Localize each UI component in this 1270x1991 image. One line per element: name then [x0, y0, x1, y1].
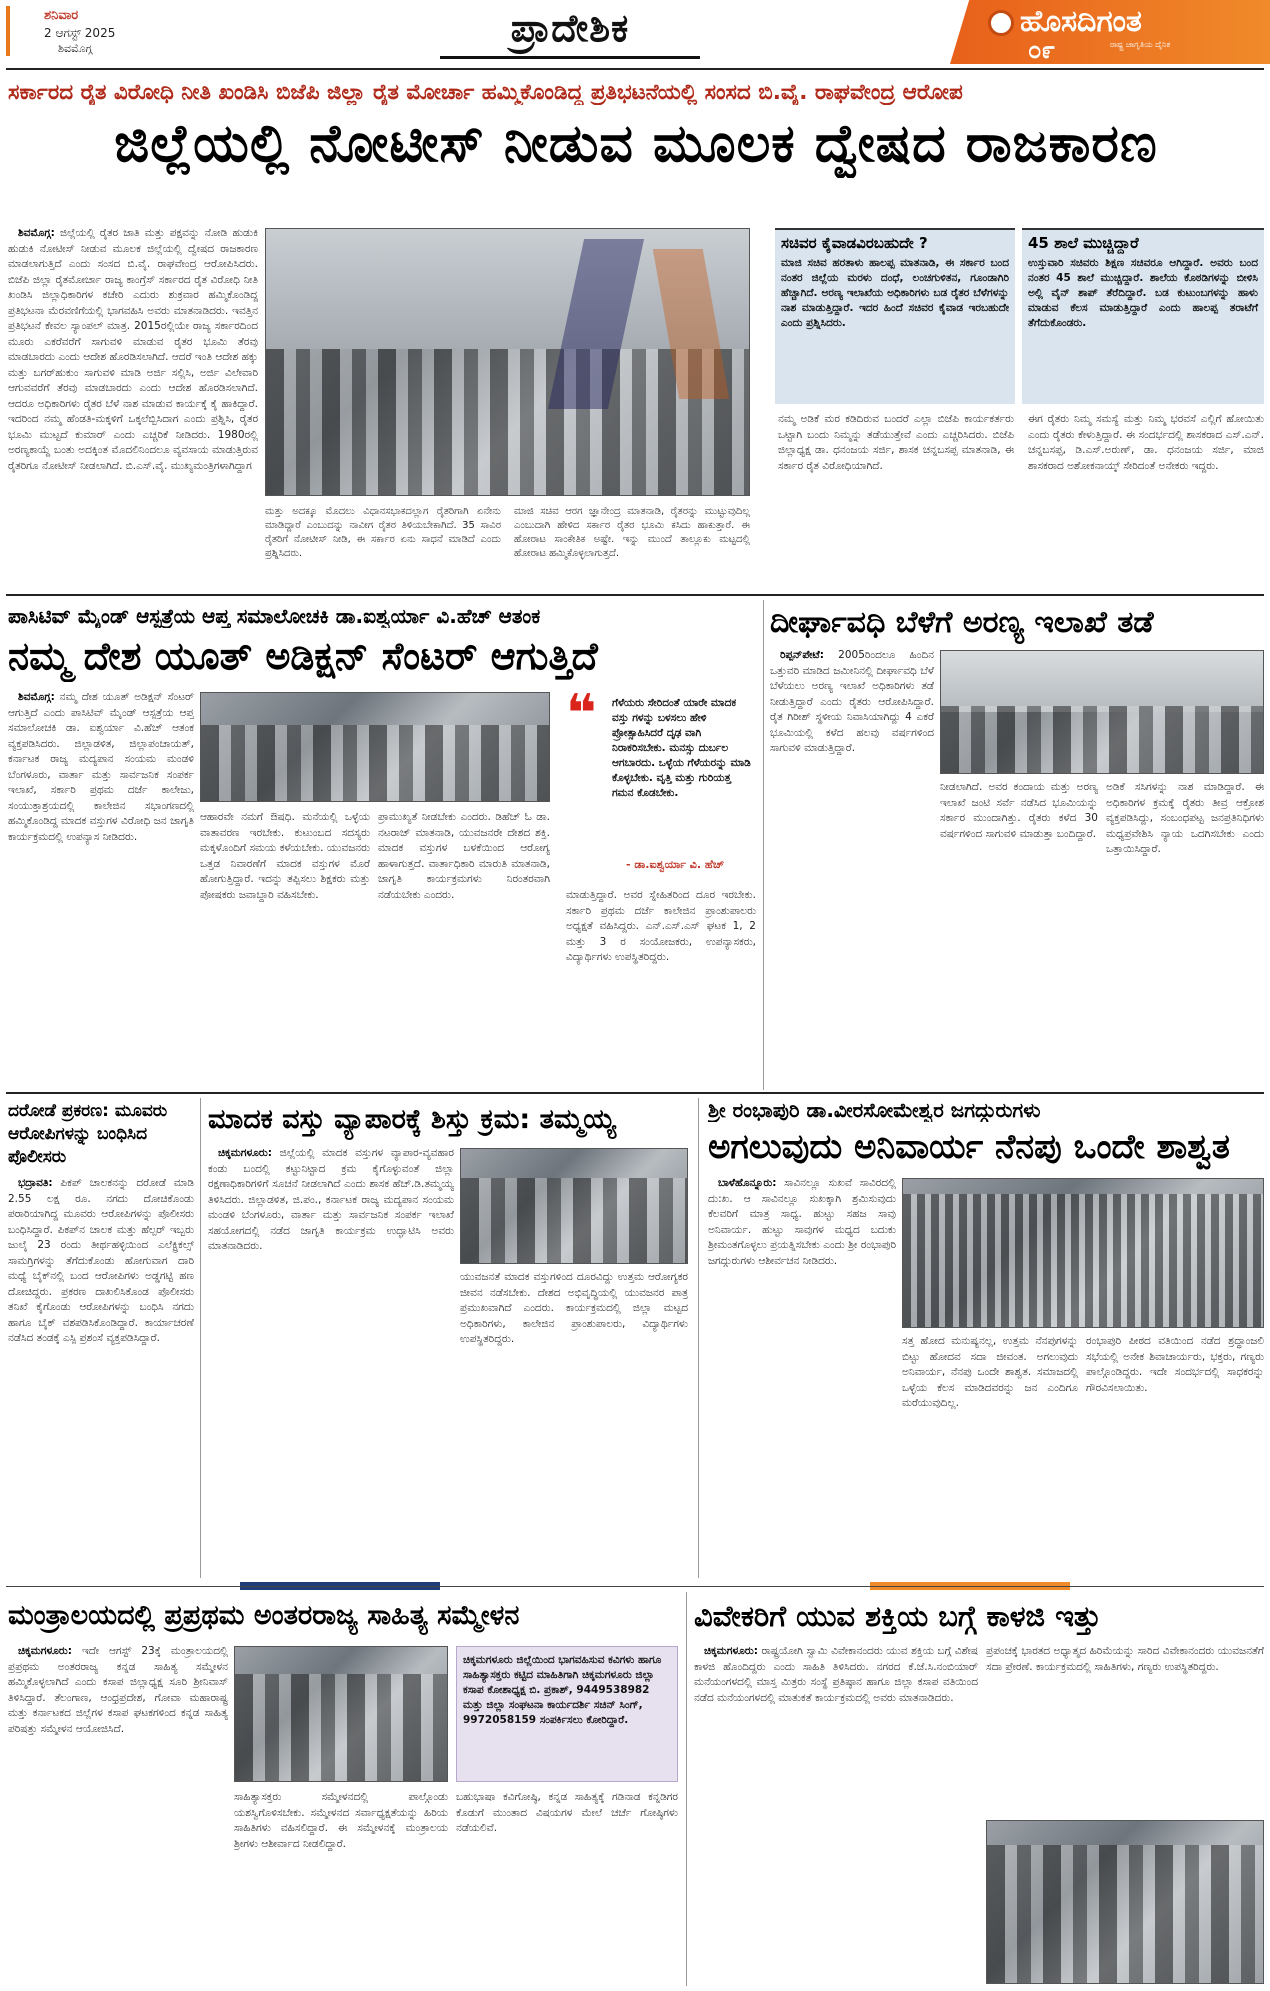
lead-headline: ಜಿಲ್ಲೆಯಲ್ಲಿ ನೋಟೀಸ್ ನೀಡುವ ಮೂಲಕ ದ್ವೇಷದ ರಾಜಕಾರಣ — [114, 114, 1158, 174]
story6-body-3: ರಂಭಾಪುರಿ ಪೀಠದ ವತಿಯಿಂದ ನಡೆದ ಶ್ರದ್ಧಾಂಜಲಿ ಸಭೆಯಲ್ಲಿ ಅನೇಕ ಶಿವಾಚಾರ್ಯರು, ಭಕ್ತರು, ಗಣ್ಯರು ಪಾಲ್ಗೊಂಡಿದ್ದರು. ಇದೇ ಸಂದರ್ಭದಲ್ಲಿ ಸಾಧಕರನ್ನು ಗೌರವಿಸಲಾಯಿತು. — [1086, 1335, 1264, 1394]
lead-box1-text: ಮಾಜಿ ಸಚಿವ ಹರತಾಳು ಹಾಲಪ್ಪ ಮಾತನಾಡಿ, ಈ ಸರ್ಕಾರ ಬಂದ ನಂತರ ಜಿಲ್ಲೆಯ ಮರಳು ದಂಧೆ, ಲಂಚಗುಳಿತನ, ಗೂಂಡಾಗಿರಿ ಹೆಚ್ಚಾಗಿದೆ. ಅರಣ್ಯ ಇಲಾಖೆಯ ಅಧಿಕಾರಿಗಳು ಬಡ ರೈತರ ಬೆಳೆಗಳನ್ನು ನಾಶ ಮಾಡುತ್ತಿದ್ದಾರೆ. ಇದರ ಹಿಂದೆ ಸಚಿವರ ಕೈವಾಡ ಇರಬಹುದೇ ಎಂದು ಪ್ರಶ್ನಿಸಿದರು. — [781, 257, 1009, 329]
story4-headline: ದರೋಡೆ ಪ್ರಕರಣ: ಮೂವರು ಆರೋಪಿಗಳನ್ನು ಬಂಧಿಸಿದ ಪೊಲೀಸರು — [8, 1101, 168, 1167]
lead-dateline: ಶಿವಮೊಗ್ಗ: — [18, 227, 55, 239]
story2-body-2: ಆಹಾರವೇ ನಮಗೆ ಔಷಧಿ. ಮನೆಯಲ್ಲಿ ಒಳ್ಳೆಯ ವಾತಾವರಣ ಇರಬೇಕು. ಕುಟುಂಬದ ಸದಸ್ಯರು ಮಕ್ಕಳೊಂದಿಗೆ ಸಮಯ ಕಳೆಯಬೇಕು. ಯುವಜನರು ಒತ್ತಡ ನಿವಾರಣೆಗೆ ಮಾದಕ ವಸ್ತುಗಳ ಮೊರೆ ಹೋಗುತ್ತಿದ್ದಾರೆ. ಇದನ್ನು ತಪ್ಪಿಸಲು ಶಿಕ್ಷಕರು ಮತ್ತು ಪೋಷಕರು ಜವಾಬ್ದಾರಿ ವಹಿಸಬೇಕು. — [200, 811, 370, 901]
story2-body-3: ಪ್ರಾಮುಖ್ಯತೆ ನೀಡಬೇಕು ಎಂದರು. ಡಿಹೆಚ್ ಓ ಡಾ. ನಟರಾಜ್ ಮಾತನಾಡಿ, ಯುವಜನರೇ ದೇಶದ ಶಕ್ತಿ. ಮಾದಕ ವಸ್ತುಗಳ ಬಳಕೆಯಿಂದ ಆರೋಗ್ಯ ಹಾಳಾಗುತ್ತದೆ. ವಾರ್ತಾಧಿಕಾರಿ ಮಾರುತಿ ಮಾತನಾಡಿ, ಜಾಗೃತಿ ಕಾರ್ಯಕ್ರಮಗಳು ನಿರಂತರವಾಗಿ ನಡೆಯಬೇಕು ಎಂದರು. — [378, 811, 550, 901]
masthead-date: 2 ಆಗಸ್ಟ್ 2025 — [44, 26, 116, 40]
story3-headline: ದೀರ್ಘಾವಧಿ ಬೆಳೆಗೆ ಅರಣ್ಯ ಇಲಾಖೆ ತಡೆ — [770, 605, 1154, 640]
divider-story2-story3 — [763, 600, 764, 1090]
paper-tagline: ರಾಷ್ಟ್ರ ಜಾಗೃತಿಯ ದೈನಿಕ — [1110, 40, 1171, 49]
story7-photo — [234, 1646, 448, 1782]
divider-story4-story5 — [200, 1098, 201, 1578]
story6-body-1-text: ಸಾವಿನಲ್ಲೂ ಸುಖವೆ ಸಾವಿರದಲ್ಲಿ ದು:ಖ. ಆ ಸಾವಿನಲ್ಲೂ ಸುಖಕ್ಕಾಗಿ ಶ್ರಮಿಸುವುದು ಕೆಲವರಿಗೆ ಮಾತ್ರ ಸಾಧ್ಯ. ಹುಟ್ಟು ಸಹಜ ಸಾವು ಅನಿವಾರ್ಯ. ಹುಟ್ಟು ಸಾವುಗಳ ಮಧ್ಯದ ಬದುಕು ಶ್ರೀಮಂತಗೊಳ್ಳಲು ಪ್ರಯತ್ನಿಸಬೇಕು ಎಂದು ಶ್ರೀ ರಂಭಾಪುರಿ ಜಗದ್ಗುರುಗಳು ಆಶೀರ್ವಚನ ನೀಡಿದರು. — [708, 1177, 896, 1267]
story7-info-box — [456, 1646, 678, 1782]
story6-kicker: ಶ್ರೀ ರಂಭಾಪುರಿ ಡಾ.ವೀರಸೋಮೇಶ್ವರ ಜಗದ್ಗುರುಗಳು — [708, 1098, 1041, 1122]
story2-body-1-text: ನಮ್ಮ ದೇಶ ಯೂತ್ ಅಡಿಕ್ಷನ್ ಸೆಂಟರ್ ಆಗುತ್ತಿದೆ ಎಂದು ಪಾಸಿಟಿವ್ ಮೈಂಡ್ ಆಸ್ಪತ್ರೆಯ ಆಪ್ತ ಸಮಾಲೋಚಕಿ ಡಾ. ಐಶ್ವರ್ಯಾ ವಿ.ಹೆಚ್ ಆತಂಕ ವ್ಯಕ್ತಪಡಿಸಿದರು. ಜಿಲ್ಲಾಡಳಿತ, ಜಿಲ್ಲಾಪಂಚಾಯತ್, ಕರ್ನಾಟಕ ರಾಜ್ಯ ಮದ್ಯಪಾನ ಸಂಯಮ ಮಂಡಳಿ ಬೆಂಗಳೂರು, ವಾರ್ತಾ ಮತ್ತು ಸಾರ್ವಜನಿಕ ಸಂಪರ್ಕ ಇಲಾಖೆ, ಸರ್ಕಾರಿ ಪ್ರಥಮ ದರ್ಜೆ ಕಾಲೇಜು, ಸಂಯುಕ್ತಾಶ್ರಯದಲ್ಲಿ ಕಾಲೇಜಿನ ಸಭಾಂಗಣದಲ್ಲಿ ಹಮ್ಮಿಕೊಂಡಿದ್ದ ಮಾದಕ ವಸ್ತುಗಳ ವಿರೋಧಿ ಜನ ಜಾಗೃತಿ ಕಾರ್ಯಕ್ರಮದಲ್ಲಿ ಉಪನ್ಯಾಸ ನೀಡಿದರು. — [8, 691, 194, 843]
story4-body — [8, 1176, 194, 1580]
divider-story5-story6 — [698, 1098, 699, 1578]
lead-box-schools — [1022, 228, 1264, 404]
story2-photo — [200, 692, 550, 802]
story2-body-4: ಮಾಡುತ್ತಿದ್ದಾರೆ. ಅವರ ಸ್ನೇಹಿತರಿಂದ ದೂರ ಇರಬೇಕು. ಸರ್ಕಾರಿ ಪ್ರಥಮ ದರ್ಜೆ ಕಾಲೇಜಿನ ಪ್ರಾಂಶುಪಾಲರು ಅಧ್ಯಕ್ಷತೆ ವಹಿಸಿದ್ದರು. ಎನ್.ಎಸ್.ಎಸ್ ಘಟಕ 1, 2 ಮತ್ತು 3 ರ ಸಂಯೋಜಕರು, ಉಪನ್ಯಾಸಕರು, ವಿದ್ಯಾರ್ಥಿಗಳು ಉಪಸ್ಥಿತರಿದ್ದರು. — [566, 889, 756, 963]
story7-dateline: ಚಿಕ್ಕಮಗಳೂರು: — [18, 1645, 72, 1657]
lead-body-left-text: ಜಿಲ್ಲೆಯಲ್ಲಿ ರೈತರ ಜಾತಿ ಮತ್ತು ಪಕ್ಷವನ್ನು ನೋಡಿ ಹುಡುಕಿ ಹುಡುಕಿ ನೋಟೀಸ್ ನೀಡುವ ಮೂಲಕ ಜಿಲ್ಲೆಯಲ್ಲಿ ದ್ವೇಷದ ರಾಜಕಾರಣ ಮಾಡಲಾಗುತ್ತಿದೆ ಎಂದು ಸಂಸದ ಬಿ.ವೈ. ರಾಘವೇಂದ್ರ ಆರೋಪಿಸಿದರು. ಬಿಜೆಪಿ ಜಿಲ್ಲಾ ರೈತಮೋರ್ಚಾ ರಾಜ್ಯ ಕಾಂಗ್ರೆಸ್ ಸರ್ಕಾರದ ರೈತ ವಿರೋಧಿ ನೀತಿ ಖಂಡಿಸಿ ಜಿಲ್ಲಾಧಿಕಾರಿಗಳ ಕಚೇರಿ ಎದುರು ಶುಕ್ರವಾರ ಹಮ್ಮಿಕೊಂಡಿದ್ದ ಪ್ರತಿಭಟನಾ ಮೆರವಣಿಗೆಯಲ್ಲಿ ಭಾಗವಹಿಸಿ ಅವರು ಮಾತನಾಡಿದರು. ಇವತ್ತಿನ ಪ್ರತಿಭಟನೆ ಕೇವಲ ಸ್ಯಾಂಪಲ್ ಮಾತ್ರ. 2015ರಲ್ಲಿಯೇ ರಾಜ್ಯ ಸರ್ಕಾರದಿಂದ ಮೂರು ಎಕರೆವರೆಗೆ ಸಾಗುವಳಿ ಮಾಡುವ ರೈತರ ಭೂಮಿ ತೆರವು ಮಾಡಬಾರದು ಎಂದು ಆದೇಶ ಹೊರಡಿಸಲಾಗಿದೆ. ಆದರೆ ಇಂತಿ ಆದೇಶ ಹಕ್ಕು ಮತ್ತು ಬಗರ್‌ಹುಕುಂ ಸಾಗುವಳಿ ಮಾಡಿ ಅರ್ಜಿ ಸಲ್ಲಿಸಿ, ಅರ್ಜಿ ವಿಲೇವಾರಿ ಆಗುವವರೆಗೆ ತೆರವು ಮಾಡಬಾರದು ಎಂದು ಆದೇಶ ಹೊರಡಿಸಲಾಗಿದೆ. ಆದರೂ ಅಧಿಕಾರಿಗಳು ರೈತರ ಬೆಳೆ ನಾಶ ಮಾಡುವ ಕಾರ್ಯಕ್ಕೆ ಕೈ ಹಾಕಿದ್ದಾರೆ. ಇದರಿಂದ ನಮ್ಮ ಹೆಂಡತಿ-ಮಕ್ಕಳಿಗೆ ಒಕ್ಕಲೆಬ್ಬಿಸಿದಾಗ ಎಂದು ಪ್ರಶ್ನಿಸಿ, ರೈತರ ಭೂಮಿ ಮುಟ್ಟದೆ ಕುಮಾರ್ ಎಂದು ಎಚ್ಚರಿಕೆ ನೀಡಿದರು. 1980ರಲ್ಲಿ ಅರಣ್ಯಕಾಯ್ದೆ ಬಂತು ಅದಕ್ಕಿಂತ ಮೊದಲಿನಿಂದಲೂ ವ್ಯವಸಾಯ ಮಾಡುತ್ತಿರುವ ರೈತರಿಗೂ ನೋಟೀಸ್ ನೀಡಲಾಗಿದೆ. ಬಿ.ಎಸ್.ವೈ. ಮುಖ್ಯಮಂತ್ರಿಗಳಾಗಿದ್ದಾಗ — [8, 227, 258, 472]
story7-body-3: ಬಹುಭಾಷಾ ಕವಿಗೋಷ್ಠಿ, ಕನ್ನಡ ಸಾಹಿತ್ಯಕ್ಕೆ ಗಡಿನಾಡ ಕನ್ನಡಿಗರ ಕೊಡುಗೆ ಮುಂತಾದ ವಿಷಯಗಳ ಮೇಲೆ ಚರ್ಚೆ ಗೋಷ್ಠಿಗಳು ನಡೆಯಲಿವೆ. — [456, 1791, 678, 1834]
lead-box2-title: 45 ಶಾಲೆ ಮುಚ್ಚಿದ್ದಾರೆ — [1028, 234, 1139, 252]
story8-photo — [986, 1820, 1264, 1984]
lead-kicker: ಸರ್ಕಾರದ ರೈತ ವಿರೋಧಿ ನೀತಿ ಖಂಡಿಸಿ ಬಿಜೆಪಿ ಜಿಲ್ಲಾ ರೈತ ಮೋರ್ಚಾ ಹಮ್ಮಿಕೊಂಡಿದ್ದ ಪ್ರತಿಭಟನೆಯಲ್ಲಿ ಸಂಸದ ಬಿ.ವೈ. ರಾಘವೇಂದ್ರ ಆರೋಪ — [8, 80, 963, 105]
story8-body-1 — [694, 1644, 978, 1984]
story5-dateline: ಚಿಕ್ಕಮಗಳೂರು: — [218, 1147, 272, 1159]
story7-info-text: ಚಿಕ್ಕಮಗಳೂರು ಜಿಲ್ಲೆಯಿಂದ ಭಾಗವಹಿಸುವ ಕವಿಗಳು ಹಾಗೂ ಸಾಹಿತ್ಯಾಸಕ್ತರು ಕಟ್ಟಿದ ಮಾಹಿತಿಗಾಗಿ ಚಿಕ್ಕಮಗಳೂರು ಜಿಲ್ಲಾ ಕಸಾಪ ಕೋಶಾಧ್ಯಕ್ಷ ಬಿ. ಪ್ರಕಾಶ್, 9449538982 ಮತ್ತು ಜಿಲ್ಲಾ ಸಂಘಟನಾ ಕಾರ್ಯದರ್ಶಿ ಸಚಿನ್ ಸಿಂಗ್, 9972058159 ಸಂಪರ್ಕಿಸಲು ಕೋರಿದ್ದಾರೆ. — [463, 1654, 662, 1726]
masthead-place: ಶಿವಮೊಗ್ಗ — [58, 42, 93, 55]
divider-story7-story8 — [686, 1592, 687, 1986]
lead-body-right-1: ನಮ್ಮ ಅಡಿಕೆ ಮರ ಕಡಿದಿರುವ ಬಂದರೆ ಎಲ್ಲಾ ಬಿಜೆಪಿ ಕಾರ್ಯಕರ್ತರು ಒಟ್ಟಾಗಿ ಬಂದು ನಿಮ್ಮನ್ನು ತಡೆಯುತ್ತೇವೆ ಎಂದು ಎಚ್ಚರಿಸಿದರು. ಬಿಜೆಪಿ ಜಿಲ್ಲಾಧ್ಯಕ್ಷ ಡಾ. ಧನಂಜಯ ಸರ್ಜಿ, ಶಾಸಕ ಚನ್ನಬಸಪ್ಪ ಮಾತನಾಡಿ, ಈ ಸರ್ಕಾರ ರೈತ ವಿರೋಧಿಯಾಗಿದೆ. — [778, 413, 1014, 472]
story2-dateline: ಶಿವಮೊಗ್ಗ: — [18, 691, 55, 703]
masthead-day: ಶನಿವಾರ — [44, 8, 79, 23]
story5-headline: ಮಾದಕ ವಸ್ತು ವ್ಯಾಪಾರಕ್ಕೆ ಶಿಸ್ತು ಕ್ರಮ: ತಮ್ಮಯ್ಯ — [208, 1104, 616, 1135]
story2-quote-box — [566, 684, 756, 882]
story6-body-1 — [708, 1176, 896, 1396]
story6-photo — [902, 1178, 1264, 1328]
story4-dateline: ಭದ್ರಾವತಿ: — [18, 1177, 53, 1189]
story5-body-1-text: ಜಿಲ್ಲೆಯಲ್ಲಿ ಮಾದಕ ವಸ್ತುಗಳ ವ್ಯಾಪಾರ-ವ್ಯವಹಾರ ಕಂಡು ಬಂದಲ್ಲಿ ಕಟ್ಟುನಿಟ್ಟಾದ ಕ್ರಮ ಕೈಗೊಳ್ಳುವಂತೆ ಜಿಲ್ಲಾ ರಕ್ಷಣಾಧಿಕಾರಿಗಳಿಗೆ ಸೂಚನೆ ನೀಡಲಾಗಿದೆ ಎಂದು ಶಾಸಕ ಹೆಚ್.ಡಿ.ತಮ್ಮಯ್ಯ ತಿಳಿಸಿದರು. ಜಿಲ್ಲಾಡಳಿತ, ಜಿ.ಪಂ., ಕರ್ನಾಟಕ ರಾಜ್ಯ ಮದ್ಯಪಾನ ಸಂಯಮ ಮಂಡಳಿ ಬೆಂಗಳೂರು, ವಾರ್ತಾ ಮತ್ತು ಸಾರ್ವಜನಿಕ ಸಂಪರ್ಕ ಇಲಾಖೆ ಸಹಯೋಗದಲ್ಲಿ ನಡೆದ ಜಾಗೃತಿ ಕಾರ್ಯಕ್ರಮ ಉದ್ಘಾಟಿಸಿ ಅವರು ಮಾತನಾಡಿದರು. — [208, 1147, 454, 1252]
story7-body-1 — [8, 1644, 228, 1984]
story7-body-1-text: ಇದೇ ಆಗಸ್ಟ್ 23ಕ್ಕೆ ಮಂತ್ರಾಲಯದಲ್ಲಿ ಪ್ರಪ್ರಥಮ ಅಂತರರಾಜ್ಯ ಕನ್ನಡ ಸಾಹಿತ್ಯ ಸಮ್ಮೇಳನ ಹಮ್ಮಿಕೊಳ್ಳಲಾಗಿದೆ ಎಂದು ಕಸಾಪ ಜಿಲ್ಲಾಧ್ಯಕ್ಷ ಸೂರಿ ಶ್ರೀನಿವಾಸ್ ತಿಳಿಸಿದ್ದಾರೆ. ತೆಲಂಗಾಣ, ಆಂಧ್ರಪ್ರದೇಶ, ಗೋವಾ ಮಹಾರಾಷ್ಟ್ರ ಮತ್ತು ಕರ್ನಾಟಕದ ಜಿಲ್ಲೆಗಳ ಕಸಾಪ ಘಟಕಗಳಿಂದ ಕನ್ನಡ ಸಾಹಿತ್ಯ ಪರಿಷತ್ತು ಸಮ್ಮೇಳನ ಆಯೋಜಿಸಿದೆ. — [8, 1645, 228, 1735]
rule-after-lead — [6, 594, 1264, 596]
story5-body-1 — [208, 1146, 454, 1576]
lead-box-ministers — [775, 228, 1015, 404]
story6-headline: ಅಗಲುವುದು ಅನಿವಾರ್ಯ ನೆನಪು ಒಂದೇ ಶಾಶ್ವತ — [708, 1127, 1230, 1167]
story3-body-1 — [770, 648, 934, 898]
masthead-rule — [6, 68, 1264, 70]
date-accent-bar — [6, 6, 10, 56]
story2-kicker: ಪಾಸಿಟಿವ್ ಮೈಂಡ್ ಆಸ್ಪತ್ರೆಯ ಆಪ್ತ ಸಮಾಲೋಚಕಿ ಡಾ.ಐಶ್ವರ್ಯಾ ವಿ.ಹೆಚ್ ಆತಂಕ — [8, 604, 541, 628]
lead-body-left — [8, 226, 258, 606]
lead-body-right-2: ಈಗ ರೈತರು ನಿಮ್ಮ ಸಮಸ್ಯೆ ಮತ್ತು ನಿಮ್ಮ ಭರವಸೆ ಎಲ್ಲಿಗೆ ಹೋಯಿತು ಎಂದು ರೈತರು ಕೇಳುತ್ತಿದ್ದಾರೆ. ಈ ಸಂದರ್ಭದಲ್ಲಿ ಶಾಸಕರಾದ ಎಸ್.ಎನ್. ಚನ್ನಬಸಪ್ಪ, ಡಿ.ಎಸ್.ಅರುಣ್, ಡಾ. ಧನಂಜಯ ಸರ್ಜಿ, ಮಾಜಿ ಶಾಸಕರಾದ ಅಶೋಕನಾಯ್ಕ್ ಸೇರಿದಂತೆ ಅನೇಕರು ಇದ್ದರು. — [1028, 413, 1264, 472]
story2-quote-author: - ಡಾ.ಐಶ್ವರ್ಯಾ ವಿ. ಹೆಚ್ — [626, 858, 725, 871]
story8-dateline: ಚಿಕ್ಕಮಗಳೂರು: — [704, 1645, 758, 1657]
lead-box2-text: ಉಸ್ತುವಾರಿ ಸಚಿವರು ಶಿಕ್ಷಣ ಸಚಿವರೂ ಆಗಿದ್ದಾರೆ. ಅವರು ಬಂದ ನಂತರ 45 ಶಾಲೆ ಮುಚ್ಚಿದ್ದಾರೆ. ಶಾಲೆಯ ಕೊಠಡಿಗಳನ್ನು ಬೀಳಿಸಿ ಅಲ್ಲಿ ವೈನ್ ಶಾಪ್ ತೆರೆದಿದ್ದಾರೆ. ಬಡ ಕುಟುಂಬಗಳನ್ನು ಹಾಳು ಮಾಡುವ ಕೆಲಸ ಮಾಡುತ್ತಿದ್ದಾರೆ ಎಂದು ಹಾಲಪ್ಪ ತರಾಟೆಗೆ ತೆಗೆದುಕೊಂಡರು. — [1028, 257, 1258, 329]
story7-headline: ಮಂತ್ರಾಲಯದಲ್ಲಿ ಪ್ರಪ್ರಥಮ ಅಂತರರಾಜ್ಯ ಸಾಹಿತ್ಯ ಸಮ್ಮೇಳನ — [8, 1600, 520, 1631]
story3-body-2: ನೀಡಲಾಗಿದೆ. ಅವರ ಕಂದಾಯ ಮತ್ತು ಅರಣ್ಯ ಇಲಾಖೆ ಜಂಟಿ ಸರ್ವೆ ನಡೆಸಿದ ಭೂಮಿಯನ್ನು ಸರ್ಕಾರ ಮುಂದಾಗಿತ್ತು. ರೈತರು ಕಳೆದ 30 ವರ್ಷಗಳಿಂದ ಸಾಗುವಳಿ ಮಾಡುತ್ತಾ ಬಂದಿದ್ದಾರೆ. — [940, 781, 1098, 840]
story7-body-2: ಸಾಹಿತ್ಯಾಸಕ್ತರು ಸಮ್ಮೇಳನದಲ್ಲಿ ಪಾಲ್ಗೊಂಡು ಯಶಸ್ವಿಗೊಳಿಸಬೇಕು. ಸಮ್ಮೇಳನದ ಸರ್ವಾಧ್ಯಕ್ಷತೆಯನ್ನು ಹಿರಿಯ ಸಾಹಿತಿಗಳು ವಹಿಸಲಿದ್ದಾರೆ. ಈ ಸಮ್ಮೇಳನಕ್ಕೆ ಮಂತ್ರಾಲಯ ಶ್ರೀಗಳು ಆಶೀರ್ವಾದ ನೀಡಲಿದ್ದಾರೆ. — [234, 1791, 448, 1850]
masthead — [0, 0, 1270, 68]
story5-body-2: ಯುವಜನತೆ ಮಾದಕ ವಸ್ತುಗಳಿಂದ ದೂರವಿದ್ದು ಉತ್ತಮ ಆರೋಗ್ಯಕರ ಜೀವನ ನಡೆಸಬೇಕು. ದೇಶದ ಅಭಿವೃದ್ಧಿಯಲ್ಲಿ ಯುವಜನರ ಪಾತ್ರ ಪ್ರಮುಖವಾಗಿದೆ ಎಂದರು. ಕಾರ್ಯಕ್ರಮದಲ್ಲಿ ಜಿಲ್ಲಾ ಮಟ್ಟದ ಅಧಿಕಾರಿಗಳು, ಕಾಲೇಜಿನ ಪ್ರಾಂಶುಪಾಲರು, ವಿದ್ಯಾರ್ಥಿಗಳು ಉಪಸ್ಥಿತರಿದ್ದರು. — [460, 1271, 688, 1345]
quote-mark-icon: ❝ — [566, 684, 597, 744]
story2-headline: ನಮ್ಮ ದೇಶ ಯೂತ್ ಅಡಿಕ್ಷನ್ ಸೆಂಟರ್ ಆಗುತ್ತಿದೆ — [8, 634, 598, 678]
story3-dateline: ರಿಪ್ಪನ್‌ಪೇಟೆ: — [780, 649, 824, 661]
rule-after-row2 — [6, 1092, 1264, 1094]
lead-caption-2: ಮಾಜಿ ಸಚಿವ ಆರಗ ಜ್ಞಾನೇಂದ್ರ ಮಾತನಾಡಿ, ರೈತರನ್ನು ಮುಟ್ಟುವುದಿಲ್ಲ ಎಂಬುದಾಗಿ ಹೇಳಿದ ಸರ್ಕಾರ ರೈತರ ಭೂಮಿ ಕಸಿದು ಹಾಕುತ್ತಾರೆ. ಈ ಹೋರಾಟ ಸಾಂಕೇತಿಕ ಅಷ್ಟೇ. ಇನ್ನು ಮುಂದೆ ತಾಲ್ಲೂಕು ಮಟ್ಟದಲ್ಲಿ ಹೋರಾಟ ಹಮ್ಮಿಕೊಳ್ಳಲಾಗುತ್ತದೆ. — [514, 506, 750, 559]
section-title: ಪ್ರಾದೇಶಿಕ — [510, 6, 630, 50]
lead-box1-title: ಸಚಿವರ ಕೈವಾಡವಿರಬಹುದೇ ? — [781, 234, 928, 252]
paper-logo-icon — [988, 10, 1014, 36]
lead-caption-1: ಮತ್ತು ಅದಕ್ಕೂ ಮೊದಲು ವಿಧಾನಸಭಾಕದಲ್ಲಾಗ ರೈತರಿಗಾಗಿ ಏನೇನು ಮಾಡಿದ್ದಾರೆ ಎಂಬುದನ್ನು ನಾವೀಗ ರೈತರ ತಿಳಿಯಬೇಕಾಗಿದೆ. 35 ಸಾವಿರ ರೈತರಿಗೆ ನೋಟೀಸ್ ನೀಡಿ, ಈ ಸರ್ಕಾರ ಏನು ಸಾಧನೆ ಮಾಡಿದೆ ಎಂದು ಪ್ರಶ್ನಿಸಿದರು. — [265, 506, 501, 559]
story8-headline: ವಿವೇಕರಿಗೆ ಯುವ ಶಕ್ತಿಯ ಬಗ್ಗೆ ಕಾಳಜಿ ಇತ್ತು — [694, 1599, 1101, 1633]
section-underline — [440, 56, 700, 59]
story6-dateline: ಬಾಳೆಹೊನ್ನೂರು: — [718, 1177, 777, 1189]
story3-body-3: ಅಡಿಕೆ ಸಸಿಗಳನ್ನು ನಾಶ ಮಾಡಿದ್ದಾರೆ. ಈ ಅಧಿಕಾರಿಗಳ ಕ್ರಮಕ್ಕೆ ರೈತರು ತೀವ್ರ ಆಕ್ರೋಶ ವ್ಯಕ್ತಪಡಿಸಿದ್ದು, ಸಂಬಂಧಪಟ್ಟ ಜನಪ್ರತಿನಿಧಿಗಳು ಮಧ್ಯಪ್ರವೇಶಿಸಿ ನ್ಯಾಯ ಒದಗಿಸಬೇಕು ಎಂದು ಒತ್ತಾಯಿಸಿದ್ದಾರೆ. — [1106, 781, 1264, 855]
story8-body-2: ಪ್ರಪಂಚಕ್ಕೆ ಭಾರತದ ಅಧ್ಯಾತ್ಮದ ಹಿರಿಮೆಯನ್ನು ಸಾರಿದ ವಿವೇಕಾನಂದರು ಯುವಜನತೆಗೆ ಸದಾ ಪ್ರೇರಣೆ. ಕಾರ್ಯಕ್ರಮದಲ್ಲಿ ಸಾಹಿತಿಗಳು, ಗಣ್ಯರು ಉಪಸ್ಥಿತರಿದ್ದರು. — [986, 1645, 1264, 1673]
paper-name: ಹೊಸದಿಗಂತ — [1020, 4, 1142, 39]
story5-photo — [460, 1148, 688, 1264]
lead-photo — [265, 228, 750, 496]
story3-photo — [940, 650, 1264, 774]
story2-quote-text: ಗೆಳೆಯರು ಸೇರಿದಂತೆ ಯಾರೇ ಮಾದಕ ವಸ್ತು ಗಳನ್ನು ಬಳಸಲು ಹೇಳಿ ಪ್ರೋತ್ಸಾಹಿಸಿದರೆ ದೃಢ ವಾಗಿ ನಿರಾಕರಿಸಬೇಕು. ಮನಸ್ಸು ದುರ್ಬಲ ಆಗಬಾರದು. ಒಳ್ಳೆಯ ಗೆಳೆಯರನ್ನು ಮಾಡಿ ಕೊಳ್ಳಬೇಕು. ವೃತ್ತಿ ಮತ್ತು ಗುರಿಯತ್ತ ಗಮನ ಕೊಡಬೇಕು. — [612, 697, 751, 799]
rule-after-row3 — [6, 1586, 1264, 1587]
story8-body-1-text: ರಾಷ್ಟ್ರಯೋಗಿ ಸ್ವಾಮಿ ವಿವೇಕಾನಂದರು ಯುವ ಶಕ್ತಿಯ ಬಗ್ಗೆ ವಿಶೇಷ ಕಾಳಜಿ ಹೊಂದಿದ್ದರು ಎಂದು ಸಾಹಿತಿ ತಿಳಿಸಿದರು. ನಗರದ ಕೆ.ಜೆ.ಸಿ.ನಂಬಿಯಾರ್ ಮನೆಯಂಗಳದಲ್ಲಿ ಮಾಸ್ತ ಮಿತ್ರರು ಸಂಸ್ಥೆ ಪ್ರತಿಷ್ಠಾನ ಹಾಗೂ ಜಿಲ್ಲಾ ಕಸಾಪ ವತಿಯಿಂದ ನಡೆದ ಮನೆಯಂಗಳದಲ್ಲಿ ಮಾತುಕತೆ ಕಾರ್ಯಕ್ರಮದಲ್ಲಿ ಅವರು ಮಾತನಾಡಿದರು. — [694, 1645, 978, 1704]
story2-body-1 — [8, 690, 194, 1086]
story3-body-1-text: 2005ರಿಂದಲೂ ಹಿಂದಿನ ಒತ್ತುವರಿ ಮಾಡಿದ ಜಮೀನಿನಲ್ಲಿ ದೀರ್ಘಾವಧಿ ಬೆಳೆ ಬೆಳೆಯಲು ಅರಣ್ಯ ಇಲಾಖೆ ಅಧಿಕಾರಿಗಳು ತಡೆ ನೀಡುತ್ತಿದ್ದಾರೆ ಎಂದು ರೈತರು ಆರೋಪಿಸಿದ್ದಾರೆ. ರೈತ ಗಿರೀಶ್ ಸ್ಥಳೀಯ ನಿವಾಸಿಯಾಗಿದ್ದು 4 ಎಕರೆ ಭೂಮಿಯಲ್ಲಿ ಕಳೆದ ಹಲವು ವರ್ಷಗಳಿಂದ ಸಾಗುವಳಿ ಮಾಡುತ್ತಿದ್ದಾರೆ. — [770, 649, 934, 754]
page-number: ೦೯ — [1028, 36, 1055, 64]
story6-body-2: ಸತ್ತ ಹೋದ ಮನುಷ್ಯನಲ್ಲ, ಉತ್ತಮ ನೆನಪುಗಳನ್ನು ಬಿಟ್ಟು ಹೋದವ ಸದಾ ಜೀವಂತ. ಅಗಲುವುದು ಅನಿವಾರ್ಯ, ನೆನಪು ಒಂದೇ ಶಾಶ್ವತ. ಸಮಾಜದಲ್ಲಿ ಒಳ್ಳೆಯ ಕೆಲಸ ಮಾಡಿದವರನ್ನು ಜನ ಎಂದಿಗೂ ಮರೆಯುವುದಿಲ್ಲ. — [902, 1335, 1078, 1409]
story4-body-text: ಪಿಕಪ್ ಚಾಲಕನನ್ನು ದರೋಡೆ ಮಾಡಿ 2.55 ಲಕ್ಷ ರೂ. ನಗದು ದೋಚಿಕೊಂಡು ಪರಾರಿಯಾಗಿದ್ದ ಮೂವರು ಆರೋಪಿಗಳನ್ನು ಪೊಲೀಸರು ಬಂಧಿಸಿದ್ದಾರೆ. ಪಿಕಪ್‌ನ ಚಾಲಕ ಮತ್ತು ಹೆಲ್ಪರ್ ಇಬ್ಬರು ಜುಲೈ 23 ರಂದು ತೀರ್ಥಹಳ್ಳಿಯಿಂದ ಎಲೆಕ್ಟ್ರಿಕಲ್ಸ್ ಸಾಮಗ್ರಿಗಳನ್ನು ತೆಗೆದುಕೊಂಡು ಹೋಗುವಾಗ ದಾರಿ ಮಧ್ಯೆ ಬೈಕ್‌ನಲ್ಲಿ ಬಂದ ಆರೋಪಿಗಳು ಅಡ್ಡಗಟ್ಟಿ ಹಣ ದೋಚಿದ್ದರು. ಪ್ರಕರಣ ದಾಖಲಿಸಿಕೊಂಡ ಪೊಲೀಸರು ತನಿಖೆ ಕೈಗೊಂಡು ಆರೋಪಿಗಳನ್ನು ಬಂಧಿಸಿ ನಗದು ಹಾಗೂ ಬೈಕ್ ವಶಪಡಿಸಿಕೊಂಡಿದ್ದಾರೆ. ಕಾರ್ಯಾಚರಣೆ ನಡೆಸಿದ ತಂಡಕ್ಕೆ ಎಸ್ಪಿ ಪ್ರಶಂಸೆ ವ್ಯಕ್ತಪಡಿಸಿದ್ದಾರೆ. — [8, 1177, 194, 1344]
